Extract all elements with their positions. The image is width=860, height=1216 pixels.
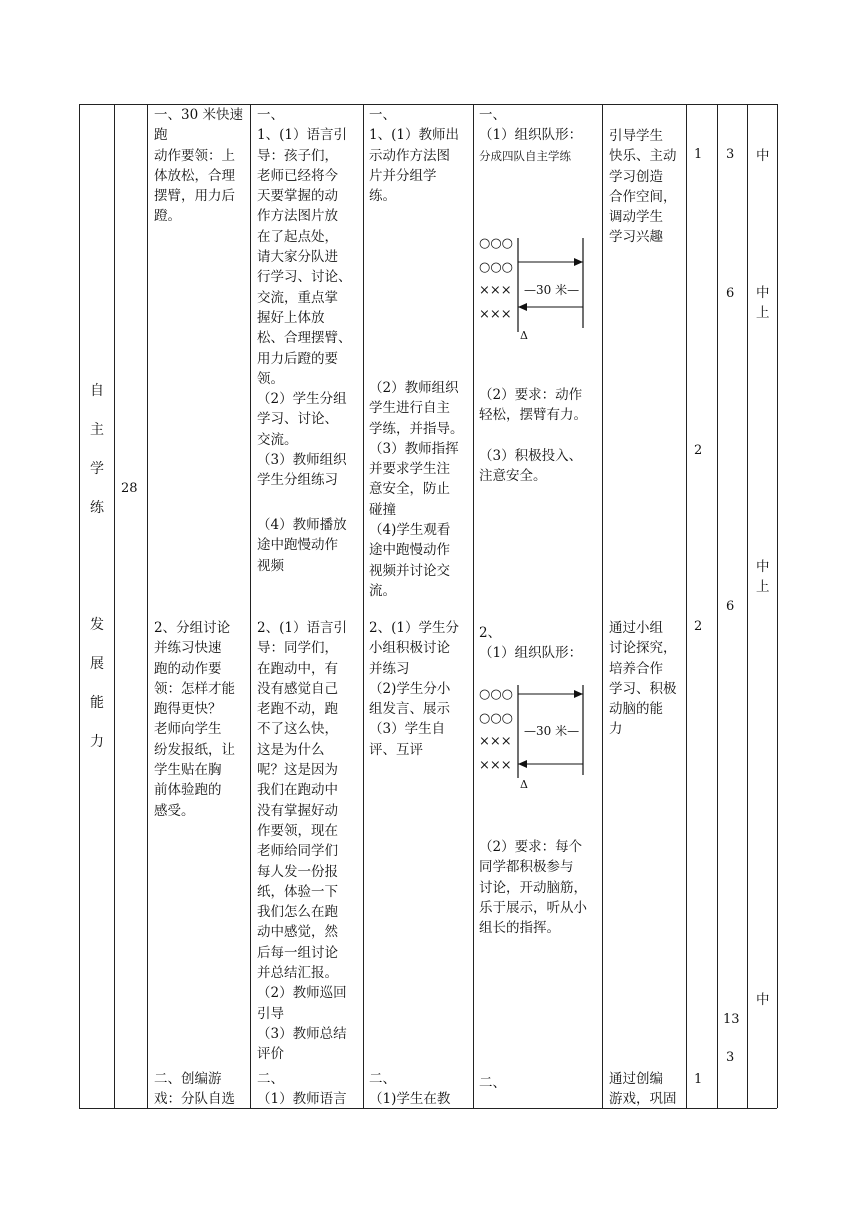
- practice-times: 2: [694, 619, 703, 634]
- intensity-level: 中 上: [756, 285, 770, 322]
- intensity-level: 中: [756, 148, 770, 164]
- teacher-activity-text: （4）教师播放 途中跑慢动作 视频: [257, 517, 347, 574]
- organization-text: 一、 （1）组织队形：: [479, 107, 583, 144]
- student-activity-text: 一、 1、(1）教师出 示动作方法图 片并分组学 练。: [369, 107, 459, 205]
- design-intent-text: 通过小组 讨论探究， 培养合作 学习、积极 动脑的能 力: [609, 620, 677, 738]
- practice-duration: 6: [726, 286, 735, 301]
- section-name-char: 自: [90, 383, 104, 399]
- table-column-divider: [114, 104, 115, 1108]
- content-text: 二、创编游 戏：分队自选: [154, 1071, 235, 1108]
- teacher-activity-text: 一、 1、(1）语言引 导：孩子们， 老师已经将今 天要掌握的动 作方法图片放 在了起点处， 请大家分队进 行学习、讨论、 交流，重点掌 握好上体放 松、合理摆臂、 用力后蹬的要 领。 （2）学生分组 学习、讨论、 交流。 （3）教师组织 学生分组练习: [257, 107, 352, 489]
- section-name-char: 力: [90, 734, 104, 750]
- section-name-char: 发: [90, 617, 104, 633]
- distance-label: —30 米—: [524, 283, 580, 297]
- practice-duration: 3: [726, 1050, 735, 1065]
- practice-duration: 13: [723, 1012, 740, 1027]
- organization-text: 二、: [479, 1075, 506, 1091]
- organization-requirement: （2）要求：每个 同学都积极参与 讨论，开动脑筋， 乐于展示，听从小 组长的指挥。: [479, 839, 587, 937]
- formation-row: ×××: [479, 306, 512, 322]
- formation-row: ○○○: [479, 687, 514, 702]
- organization-subtitle: 分成四队自主学练: [479, 149, 571, 163]
- student-activity-text: 二、 （1)学生在教: [369, 1071, 451, 1108]
- practice-times: 1: [694, 1072, 703, 1087]
- table-border-right: [777, 104, 778, 1108]
- practice-times: 1: [694, 147, 703, 162]
- run-lane-lines: [479, 683, 599, 793]
- practice-duration: 3: [726, 147, 735, 162]
- section-name-char: 练: [90, 500, 104, 516]
- organization-text: 2、 （1）组织队形：: [479, 625, 583, 662]
- section-name-char: 主: [90, 422, 104, 438]
- section-name-char: 学: [90, 461, 104, 477]
- intensity-level: 中 上: [756, 559, 770, 596]
- section-name-char: 能: [90, 695, 104, 711]
- design-intent-text: 通过创编 游戏，巩固: [609, 1071, 677, 1108]
- formation-diagram: [479, 232, 599, 342]
- teacher-activity-text: 二、 （1）教师语言: [257, 1071, 347, 1108]
- student-activity-text: 2、(1）学生分 小组积极讨论 并练习 （2)学生分小 组发言、展示 （3）学生自 评、互评: [369, 620, 459, 758]
- formation-row: ○○○: [479, 710, 514, 726]
- section-minutes: 28: [121, 481, 138, 496]
- formation-row: ○○○: [479, 236, 514, 251]
- teacher-position-icon: Δ: [520, 778, 528, 791]
- table-column-divider: [147, 104, 148, 1108]
- organization-requirement: （2）要求：动作 轻松，摆臂有力。: [479, 387, 587, 424]
- formation-row: ×××: [479, 757, 512, 773]
- teacher-activity-text: 2、(1）语言引 导：同学们， 在跑动中，有 没有感觉自己 老跑不动，跑 不了这么快， 这是为什么 呢？这是因为 我们在跑动中 没有掌握好动 作要领，现在 老师给同学们 每人发一份报 纸，体验一下 我们怎么在跑 动中感觉，然 后每一组讨论 并总结汇报。 （2）教师巡回 引导 （3）教师总结 评价: [257, 620, 347, 1063]
- table-column-divider: [602, 104, 603, 1108]
- content-text: 2、分组讨论 并练习快速 跑的动作要 领：怎样才能 跑得更快？ 老师向学生 纷发报纸，让 学生贴在胸 前体验跑的 感受。: [154, 620, 235, 819]
- content-text: 一、30 米快速 跑 动作要领：上 体放松，合理 摆臂，用力后 蹬。: [154, 107, 243, 225]
- practice-duration: 6: [726, 599, 735, 614]
- formation-row: ×××: [479, 283, 512, 298]
- formation-row: ○○○: [479, 259, 514, 275]
- intensity-level: 中: [756, 992, 770, 1008]
- practice-times: 2: [694, 443, 703, 458]
- table-column-divider: [686, 104, 687, 1108]
- section-name-char: 展: [90, 656, 104, 672]
- student-activity-text: （2）教师组织 学生进行自主 学练，并指导。 （3）教师指挥 并要求学生注 意安全，防止 碰撞 （4)学生观看 途中跑慢动作 视频并讨论交 流。: [369, 380, 464, 599]
- organization-requirement: （3）积极投入、 注意安全。: [479, 448, 583, 485]
- teacher-position-icon: Δ: [520, 329, 528, 342]
- table-column-divider: [250, 104, 251, 1108]
- distance-label: —30 米—: [524, 724, 580, 738]
- design-intent-text: 引导学生 快乐、主动 学习创造 合作空间， 调动学生 学习兴趣: [609, 128, 677, 246]
- table-column-divider: [363, 104, 364, 1108]
- table-border-left: [79, 104, 80, 1108]
- formation-row: ×××: [479, 734, 512, 749]
- table-column-divider: [473, 104, 474, 1108]
- table-column-divider: [717, 104, 718, 1108]
- formation-diagram: [479, 683, 599, 793]
- table-column-divider: [747, 104, 748, 1108]
